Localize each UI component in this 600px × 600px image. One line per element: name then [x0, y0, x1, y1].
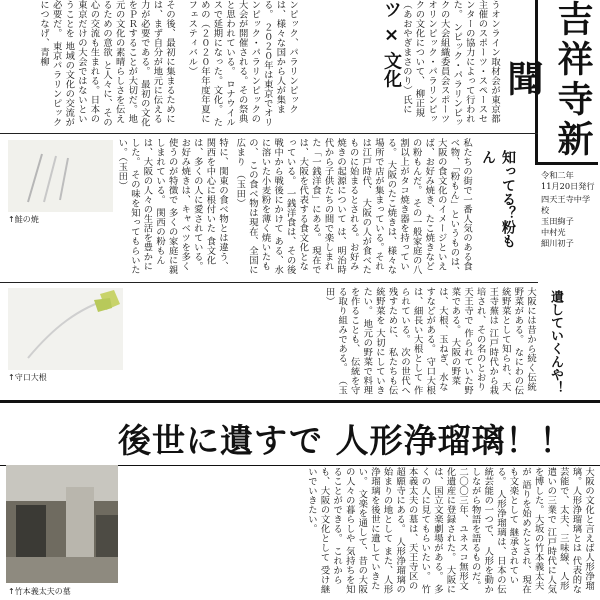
article-text: 大阪の野菜は、大根、玉ねぎ、水なすなどがある。: [424, 287, 461, 392]
article-text: 私たちも伝統野菜を: [373, 287, 398, 395]
article-text: 人形浄瑠璃の始まりの地として: [381, 467, 406, 594]
masthead-title: 吉祥寺新聞: [502, 0, 594, 160]
article-text: 柳正規（あおやぎまさのり）氏に: [400, 0, 425, 118]
issue-info: [541, 170, 596, 249]
article-text: 文楽を通して、昔の大阪の人々の暮らしや: [343, 467, 368, 594]
article-konamon: [232, 138, 472, 278]
article-text: 作られている。: [399, 287, 423, 395]
daikon-icon: [8, 288, 123, 370]
article-text: ンピック、パラリンピックは、様々な国から人が集まる。: [261, 0, 298, 114]
article-text: 守口大根は、細長い大根として: [411, 287, 436, 395]
issue-staff-1: 玉田絢子: [541, 216, 574, 226]
article-text: （玉田）: [323, 287, 348, 395]
article-text: 竹本義太夫の墓は、天王寺区の超願寺にある。: [394, 467, 431, 594]
article-text: 食文化は、多くの人に愛されている。: [191, 138, 216, 271]
photo-vegetable-1: [8, 140, 113, 212]
vegetable-sketch-icon: [8, 140, 113, 212]
article-text: は、明治時代から子供たちの間で楽しまれた「一銭洋食」にある。: [309, 138, 347, 275]
article-text: 特に、関東の食べ物とは違う、関西を中心に根付いた: [204, 138, 228, 271]
article-text: 東京だけの大会ではないということを: [63, 0, 87, 124]
article-top-mid: [178, 0, 298, 128]
article-text: この食べ物は現在、全国に広まり: [234, 138, 258, 275]
vegetable-title: 遺していくんや！: [548, 290, 563, 394]
divider-top: [0, 133, 538, 134]
article-text: その一般家庭の八割以上がタコ焼き器を持っている。: [385, 138, 422, 275]
article-text: ２０２０年は東京でオリンピック・パラリンピックの大会が開催される。その祭典と思われている。: [224, 0, 273, 127]
article-text: 多くの人に見てもらいたい。: [419, 467, 443, 594]
article-text: 語りを始めたとされ、現在も文楽として: [507, 467, 532, 594]
issue-date: 令和二年: [541, 170, 574, 180]
article-text: 関西の粉もんは、大阪の人々の生活を豊かにした。: [128, 138, 166, 271]
article-text: その後、最初に集まるためには、まず自分が地元に伝える力が必要である。: [138, 0, 175, 124]
feature-subtitle-b: 粉もん: [480, 150, 516, 248]
article-text: その味を知ってもらいたい。（玉田）: [116, 138, 140, 275]
article-text: 大阪には昔から続く伝統野菜がある。: [512, 287, 536, 392]
feature-subtitle-a: 知ってる？: [500, 150, 516, 220]
article-text: お好み焼きは、キャベツを多く使うのが特徴で: [166, 138, 191, 271]
article-text: 東京パラリンピックにつなげ、青柳: [38, 0, 62, 127]
article-text: 大阪の食文化のイメージといえば、お好み焼き、たこ焼きなどの粉もんだ。: [410, 138, 447, 271]
divider-mid: [0, 282, 538, 283]
article-text: 二〇〇三年、ユネスコ無形文化遺産に登録された。: [444, 467, 469, 591]
article-text: と人々に、その心の交流も生まれる。日本の: [88, 0, 113, 127]
article-text: 大切にしていきたい。: [361, 287, 385, 395]
article-text: 大阪には、国立文楽劇場がある。: [431, 467, 456, 594]
article-text: 最初の文化をＰＲすることが大切だ。地元の文化の素晴らしさを伝えるための意欲: [101, 0, 150, 127]
article-text: これからも、大阪の文化として: [318, 467, 343, 585]
article-text: 次の世代へ残すために、: [386, 287, 411, 395]
article-text: （玉田）: [234, 169, 246, 208]
article-text: 地元の野菜で料理を作ることも、: [348, 287, 373, 395]
article-text: 現在では、大阪を代表する食文化となっている。: [284, 138, 321, 275]
article-text: 伝統を守る取り組みである。: [336, 287, 360, 395]
article-text: うオンライン取材会が東京都主催のスポーツ・スペースセンターの協力によって行われた。: [451, 0, 500, 124]
article-text: ンピック・パラリンピックの大会組織委員会スポーツ: [438, 0, 463, 127]
article-text: ための（２０２０年年度年夏にフェスティバル）: [186, 0, 223, 127]
article-text: ロナウイルスで延期になった。文化。: [211, 0, 236, 127]
article-text: 継承されている。: [494, 467, 519, 585]
article-text: 気持ちを知ることができる。: [331, 467, 355, 594]
article-text: ある、水に溶いた小麦粉を薄く焼いたもの、: [246, 138, 284, 275]
article-text: 大阪の文化と言えば人形浄瑠璃。人形浄瑠璃とは: [570, 467, 594, 591]
article-text: 一銭洋食は、その後戦中から戦後にかけて: [272, 138, 296, 275]
photo-grave: [6, 465, 118, 583]
issue-staff-2: 中村光: [541, 227, 566, 237]
article-text: なにわの伝統野菜として知られ、天王寺蕪は: [487, 287, 524, 395]
photo-caption-2: ↑守口大根: [8, 373, 47, 382]
article-text: 人形を動かしながら物語を語るものだ。: [469, 467, 494, 594]
article-text: 江戸時代に人気を博した。大坂の竹本義太夫が: [520, 467, 557, 594]
article-text: また、人形浄瑠璃を後世に遺していきたい。: [356, 467, 393, 594]
issue-publisher: 四天王寺中学校: [541, 194, 591, 215]
article-text: 私たちの街で一番人気のある食べ物、「粉もん」というものは、: [448, 138, 472, 276]
article-top-left: [5, 0, 175, 128]
article-text: 受け継いでいきたい。: [305, 467, 330, 594]
bunraku-headline: 後世に遺すで 人形浄瑠璃！！: [118, 421, 574, 460]
article-text: 大阪の人が食べたものに始まるとされる。お好み焼きの起源について: [335, 138, 372, 275]
issue-staff-3: 細川初子: [541, 238, 574, 248]
article-text: 代表的な芸能で、太夫、三味線、人形遣いの三業で: [545, 467, 582, 594]
grave-photo-icon: [6, 465, 118, 583]
issue-month: 11月20日発行: [541, 181, 595, 191]
article-vegetable: [240, 287, 536, 399]
article-bunraku: [124, 467, 594, 597]
article-text: 江戸時代から栽培され、その名のとおり天王寺で: [462, 287, 499, 395]
article-text: 地域の文化の交流が必要だ。: [50, 0, 75, 127]
feature-subtitle: [478, 150, 518, 260]
article-text: 大阪のたこ焼きは、様々な場所で店が集まっている。それは江戸時代、: [360, 138, 397, 275]
article-text: 多くの家庭に親しまれている。: [154, 138, 178, 275]
article-text: 人形浄瑠璃は、日本の伝統芸能の一つで、: [482, 467, 506, 594]
feature-title: ツ × 文化: [381, 0, 402, 88]
article-text: 作られていた野菜である。: [449, 287, 474, 395]
photo-caption-3: ↑竹本義太夫の墓: [8, 587, 71, 596]
article-text: オリンピック・パラリンピックの文化について、: [413, 0, 438, 124]
photo-vegetable-2: [8, 288, 123, 370]
article-kansai: [116, 138, 228, 278]
photo-caption-1: ↑鮭の焼: [8, 215, 39, 224]
